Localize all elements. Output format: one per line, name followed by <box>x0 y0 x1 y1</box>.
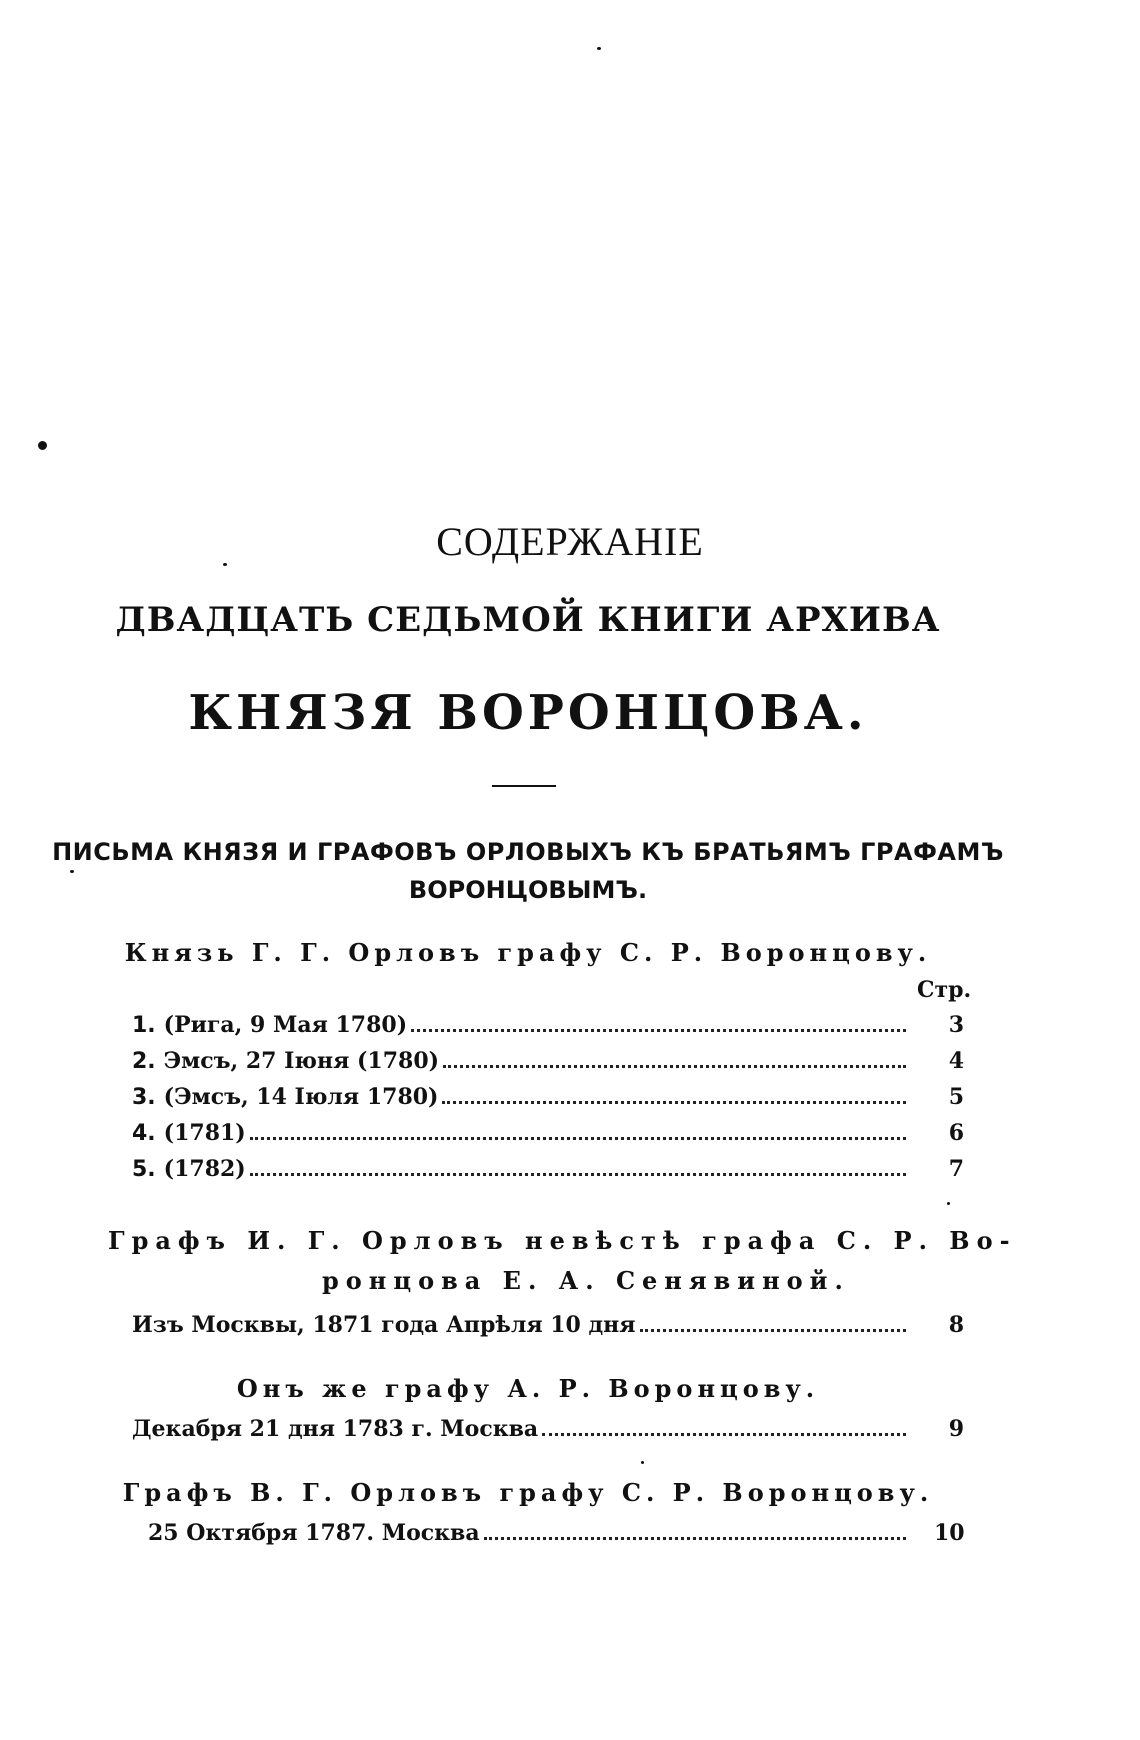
page-column-label: Стр. <box>917 977 972 1003</box>
scan-speck <box>38 441 47 450</box>
entry-text: Изъ Москвы, 1871 года Апрѣля 10 дня <box>132 1312 636 1338</box>
toc-entry <box>132 1084 964 1118</box>
entry-page: 4 <box>948 1048 964 1074</box>
entry-text: 25 Октября 1787. Москва <box>148 1520 480 1546</box>
group-heading-line1: Графъ И. Г. Орловъ невѣстѣ графа С. Р. Во- <box>108 1226 1017 1255</box>
dot-leader <box>542 1433 906 1436</box>
entry-text: (Рига, 9 Мая 1780) <box>163 1012 408 1038</box>
entry-text: Декабря 21 дня 1783 г. Москва <box>132 1416 539 1442</box>
scan-speck <box>70 870 74 873</box>
scan-speck <box>597 47 601 50</box>
dot-leader <box>250 1173 906 1176</box>
dot-leader <box>484 1537 906 1540</box>
toc-entry <box>132 1120 964 1154</box>
section-title-line1: ПИСЬМА КНЯЗЯ И ГРАФОВЪ ОРЛОВЫХЪ КЪ БРАТЬЯМЪ ГРАФАМЪ <box>52 838 1004 866</box>
entry-number: 3. <box>132 1085 156 1110</box>
title-divider <box>492 785 556 787</box>
dot-leader <box>443 1065 906 1068</box>
dot-leader <box>411 1029 906 1032</box>
group-heading: Графъ В. Г. Орловъ графу С. Р. Воронцову. <box>122 1478 934 1507</box>
entry-text: (1781) <box>163 1120 246 1146</box>
entry-page: 8 <box>948 1312 964 1338</box>
dot-leader <box>250 1137 906 1140</box>
entry-page: 9 <box>948 1416 964 1442</box>
scan-speck <box>947 1202 950 1205</box>
entry-text: (1782) <box>163 1156 246 1182</box>
entry-text: (Эмсъ, 14 Іюля 1780) <box>163 1084 439 1110</box>
toc-entry <box>132 1012 964 1046</box>
entry-number: 5. <box>132 1157 156 1182</box>
group-heading: Онъ же графу А. Р. Воронцову. <box>236 1374 820 1403</box>
entry-page: 5 <box>948 1084 964 1110</box>
toc-entry <box>148 1520 964 1554</box>
book-subtitle: ДВАДЦАТЬ СЕДЬМОЙ КНИГИ АРХИВА <box>115 600 941 640</box>
entry-number: 2. <box>132 1049 156 1074</box>
archive-title: КНЯЗЯ ВОРОНЦОВА. <box>188 685 868 741</box>
toc-entry <box>132 1156 964 1190</box>
entry-page: 10 <box>934 1520 965 1546</box>
entry-page: 7 <box>948 1156 964 1182</box>
entry-page: 6 <box>948 1120 964 1146</box>
dot-leader <box>640 1329 906 1332</box>
dot-leader <box>442 1101 906 1104</box>
section-title-line2: ВОРОНЦОВЫМЪ. <box>408 876 648 904</box>
contents-heading: СОДЕРЖАНІЕ <box>436 519 704 564</box>
entry-page: 3 <box>948 1012 964 1038</box>
toc-entry <box>132 1048 964 1082</box>
group-heading: Князь Г. Г. Орловъ графу С. Р. Воронцову. <box>124 938 932 967</box>
entry-text: Эмсъ, 27 Іюня (1780) <box>163 1048 440 1074</box>
toc-entry <box>132 1312 964 1346</box>
entry-number: 1. <box>132 1013 156 1038</box>
group-heading-line2: ронцова Е. А. Сенявиной. <box>322 1266 850 1295</box>
toc-entry <box>132 1416 964 1450</box>
entry-number: 4. <box>132 1121 156 1146</box>
scan-speck <box>641 1461 644 1464</box>
